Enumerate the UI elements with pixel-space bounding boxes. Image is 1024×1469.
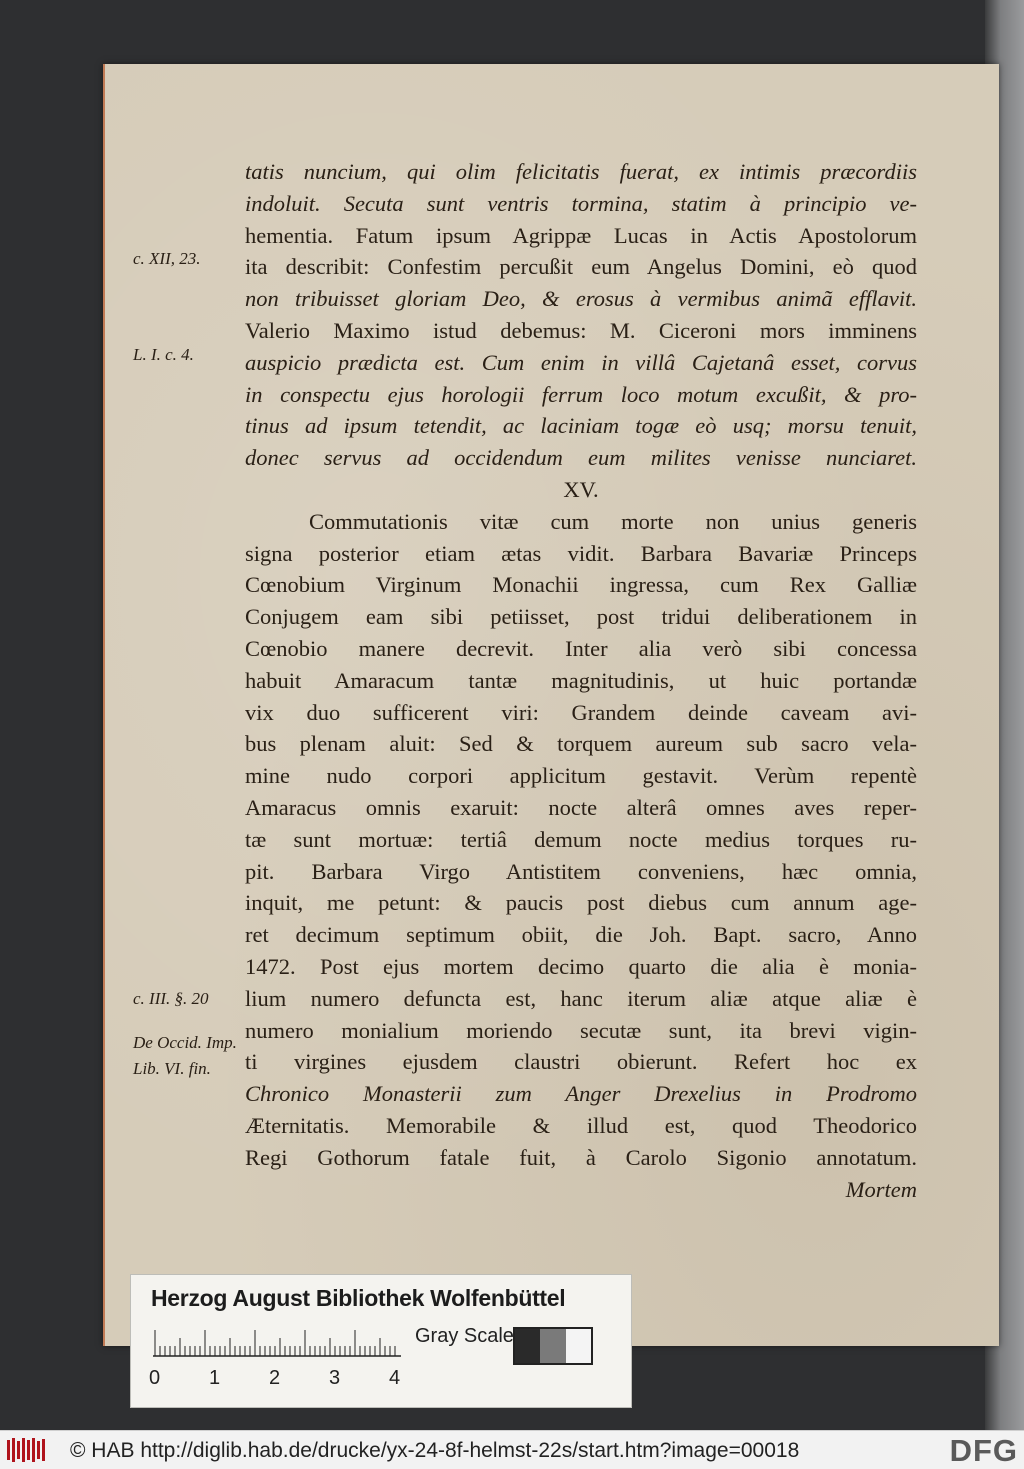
text-line: hementia. Fatum ipsum Agrippæ Lucas in Actis Apostolorum (245, 222, 917, 248)
text-line: numero monialium moriendo secutæ sunt, ita brevi vigin- (245, 1017, 917, 1043)
text-line: tinus ad ipsum tetendit, ac laciniam togæ eò usq; morsu tenuit, (245, 413, 917, 439)
viewer-footer (0, 1430, 1024, 1469)
text-line: auspicio prædicta est. Cum enim in villâ Cajetanâ esset, corvus (245, 349, 917, 375)
text-line: vix duo sufficerent viri: Grandem deinde caveam avi- (245, 699, 917, 725)
text-line: mine nudo corpori applicitum gestavit. Verùm repentè (245, 763, 917, 789)
text-line: habuit Amaracum tantæ magnitudinis, ut huic portandæ (245, 667, 917, 693)
ruler-number: 1 (209, 1367, 221, 1389)
text-line: donec servus ad occidendum eum milites venisse nunciaret. (245, 445, 917, 471)
text-line: 1472. Post ejus mortem decimo quarto die alia è monia- (245, 953, 917, 979)
text-line: signa posterior etiam ætas vidit. Barbara Bavariæ Princeps (245, 540, 917, 566)
text-line: Amaracus omnis exaruit: nocte alterâ omnes aves reper- (245, 794, 917, 820)
text-line: Cœnobium Virginum Monachii ingressa, cum Rex Galliæ (245, 572, 917, 598)
text-line: Regi Gothorum fatale fuit, à Carolo Sigonio annotatum. (245, 1144, 917, 1170)
text-line: in conspectu ejus horologii ferrum loco motum excußit, & pro- (245, 381, 917, 407)
text-line: Valerio Maximo istud debemus: M. Ciceroni mors imminens (245, 317, 917, 343)
margin-note: De Occid. Imp. Lib. VI. fin. (133, 1033, 237, 1078)
ruler-number: 0 (149, 1367, 161, 1389)
ruler-number: 3 (329, 1367, 341, 1389)
ruler-number: 4 (389, 1367, 401, 1389)
source-url[interactable]: © HAB http://diglib.hab.de/drucke/yx-24-8f-helmst-22s/start.htm?image=00018 (70, 1439, 800, 1462)
text-line: ti virgines ejusdem claustri obierunt. Refert hoc ex (245, 1049, 917, 1075)
text-line: indoluit. Secuta sunt ventris tormina, statim à principio ve- (245, 190, 917, 216)
text-line: non tribuisset gloriam Deo, & erosus à vermibus animã efflavit. (245, 286, 917, 312)
book-page (103, 64, 999, 1346)
margin-note: c. III. §. 20 (133, 989, 209, 1008)
library-label (130, 1274, 632, 1408)
label-title: Herzog August Bibliothek Wolfenbüttel (151, 1285, 566, 1311)
ruler (153, 1323, 403, 1357)
text-line: Conjugem eam sibi petiisset, post tridui deliberationem in (245, 604, 917, 630)
text-line: Commutationis vitæ cum morte non unius generis (309, 508, 917, 534)
text-line: Æternitatis. Memorabile & illud est, quod Theodorico (245, 1112, 917, 1138)
text-line: Cœnobio manere decrevit. Inter alia verò sibi concessa (245, 635, 917, 661)
text-line: inquit, me petunt: & paucis post diebus cum annum age- (245, 890, 917, 916)
text-line: tatis nuncium, qui olim felicitatis fuerat, ex intimis præcordiis (245, 159, 917, 184)
margin-note: c. XII, 23. (133, 249, 201, 268)
text-line: pit. Barbara Virgo Antistitem conveniens, hæc omnia, (245, 858, 917, 884)
text-line: tæ sunt mortuæ: tertiâ demum nocte medius torques ru- (245, 826, 917, 852)
text-line: ita describit: Confestim percußit eum Angelus Domini, eò quod (245, 254, 917, 280)
text-line: bus plenam aluit: Sed & torquem aureum sub sacro vela- (245, 731, 917, 757)
gray-scale-swatches (513, 1327, 593, 1365)
dfg-logo[interactable]: DFG (949, 1433, 1018, 1468)
text-line: ret decimum septimum obiit, die Joh. Bapt. sacro, Anno (245, 922, 917, 948)
page-text (245, 156, 917, 1205)
section-number: XV. (563, 476, 599, 502)
text-line: lium numero defuncta est, hanc iterum aliæ atque aliæ è (245, 985, 917, 1011)
text-line: Chronico Monasterii zum Anger Drexelius in Prodromo (245, 1081, 917, 1107)
catchword: Mortem (845, 1176, 917, 1202)
hab-logo-icon[interactable] (6, 1437, 48, 1463)
ruler-number: 2 (269, 1367, 281, 1389)
gray-scale-label: Gray Scale (415, 1325, 514, 1347)
margin-note: L. I. c. 4. (133, 345, 194, 364)
